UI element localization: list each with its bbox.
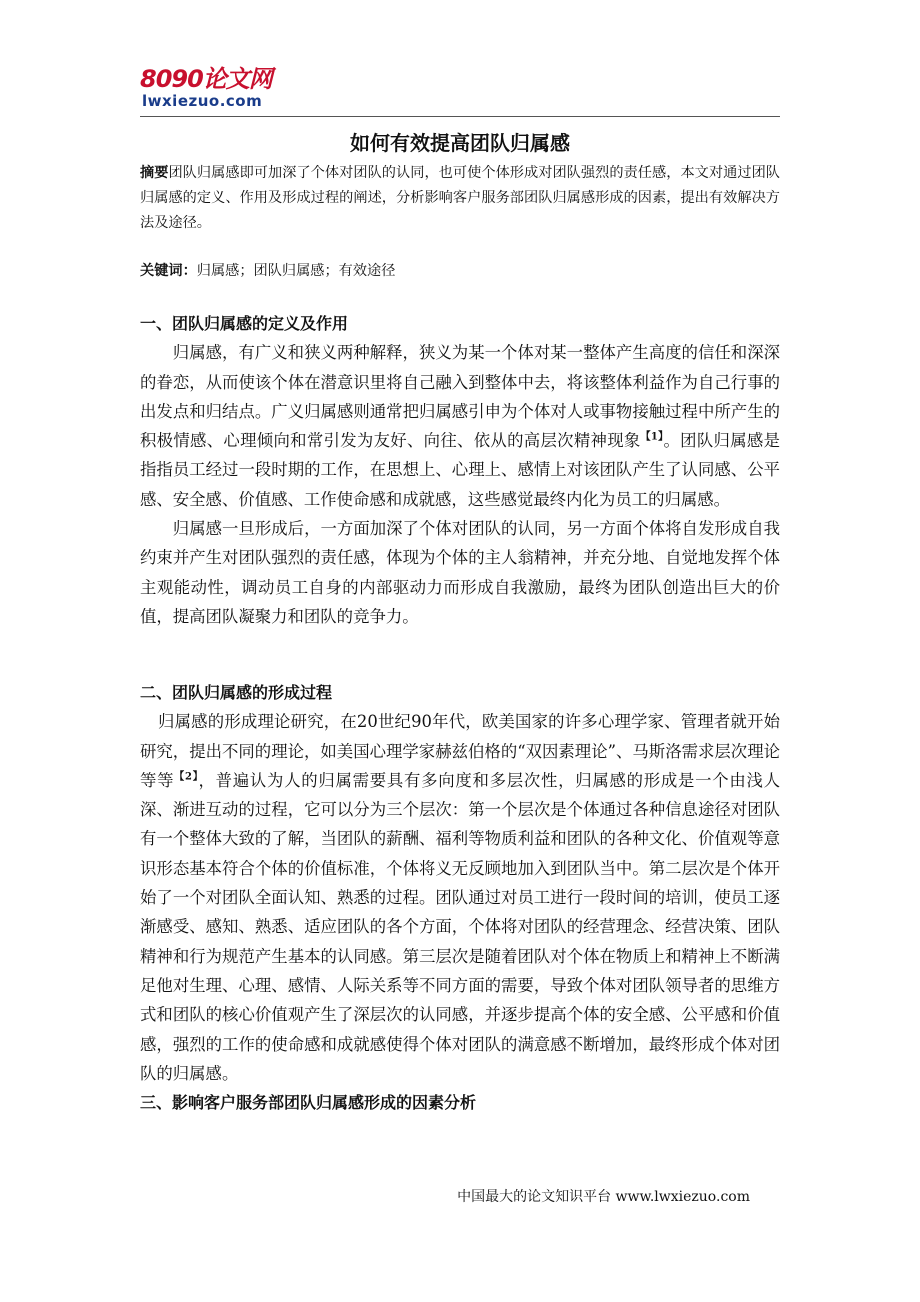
footer-text: 中国最大的论文知识平台 www.lwxiezuo.com [457,1189,750,1205]
section-2-heading: 二、团队归属感的形成过程 [140,683,333,702]
citation-1: 【1】 [640,431,664,443]
abstract [140,161,780,236]
abstract-text: 团队归属感即可加深了个体对团队的认同，也可使个体形成对团队强烈的责任感，本文对通过团队归属感的定义、作用及形成过程的阐述，分析影响客户服务部团队归属感形成的因素，提出有效解决方法及途径。 [140,165,780,231]
document-title: 如何有效提高团队归属感 [350,131,570,155]
keywords-label: 关键词： [140,263,197,279]
logo-url: lwxiezuo.com [142,92,263,110]
citation-2: 【2】 [174,771,199,783]
section-1-heading: 一、团队归属感的定义及作用 [140,314,349,333]
keywords-text: 归属感；团队归属感；有效途径 [196,263,396,279]
abstract-label: 摘要 [140,165,169,181]
section-1 [140,309,780,631]
section-2 [140,678,780,1117]
section-3-heading: 三、影响客户服务部团队归属感形成的因素分析 [140,1093,477,1113]
keywords [140,259,780,284]
logo-text: 8090论文网 [140,65,272,93]
header-divider [140,116,780,117]
section-1-paragraph-1: 归属感，有广义和狭义两种解释，狭义为某一个体对某一整体产生高度的信任和深深的眷恋，从而使该个体在潜意识里将自己融入到整体中去，将该整体利益作为自己行事的出发点和归结点。广义归属感则通常把归属感引申为个体对人或事物接触过程中所产生的积极情感、心理倾向和常引发为友好、向往、依从的高层次精神现象$^{【1】}$。团队归属感是指指员工经过一段时期的工作，在思想上、心理上、感情上对该团队产生了认同感、公平感、安全感、价值感、工作使命感和成就感，这些感觉最终内化为员工的归属感。 [140,343,780,509]
site-logo[interactable] [140,66,300,114]
section-2-paragraph-1: 归属感的形成理论研究，在20世纪90年代，欧美国家的许多心理学家、管理者就开始研究，提出不同的理论，如美国心理学家赫兹伯格的“双因素理论”、马斯洛需求层次理论等等$^{【2】}$，普遍认为人的归属需要具有多向度和多层次性，归属感的形成是一个由浅人深、渐进互动的过程，它可以分为三个层次：第一个层次是个体通过各种信息途径对团队有一个整体大致的了解，当团队的薪酬、福利等物质利益和团队的各种文化、价值观等意识形态基本符合个体的价值标准，个体将义无反顾地加入到团队当中。第二层次是个体开始了一个对团队全面认知、熟悉的过程。团队通过对员工进行一段时间的培训，使员工逐渐感受、感知、熟悉、适应团队的各个方面，个体将对团队的经营理念、经营决策、团队精神和行为规范产生基本的认同感。第三层次是随着团队对个体在物质上和精神上不断满足他对生理、心理、感情、人际关系等不同方面的需要，导致个体对团队领导者的思维方式和团队的核心价值观产生了深层次的认同感，并逐步提高个体的安全感、公平感和价值感，强烈的工作的使命感和成就感使得个体对团队的满意感不断增加，最终形成个体对团队的归属感。 [140,712,781,1083]
section-1-paragraph-2: 归属感一旦形成后，一方面加深了个体对团队的认同，另一方面个体将自发形成自我约束并产生对团队强烈的责任感，体现为个体的主人翁精神，并充分地、自觉地发挥个体主观能动性，调动员工自身的内部驱动力而形成自我激励，最终为团队创造出巨大的价值，提高团队凝聚力和团队的竞争力。 [140,519,780,626]
